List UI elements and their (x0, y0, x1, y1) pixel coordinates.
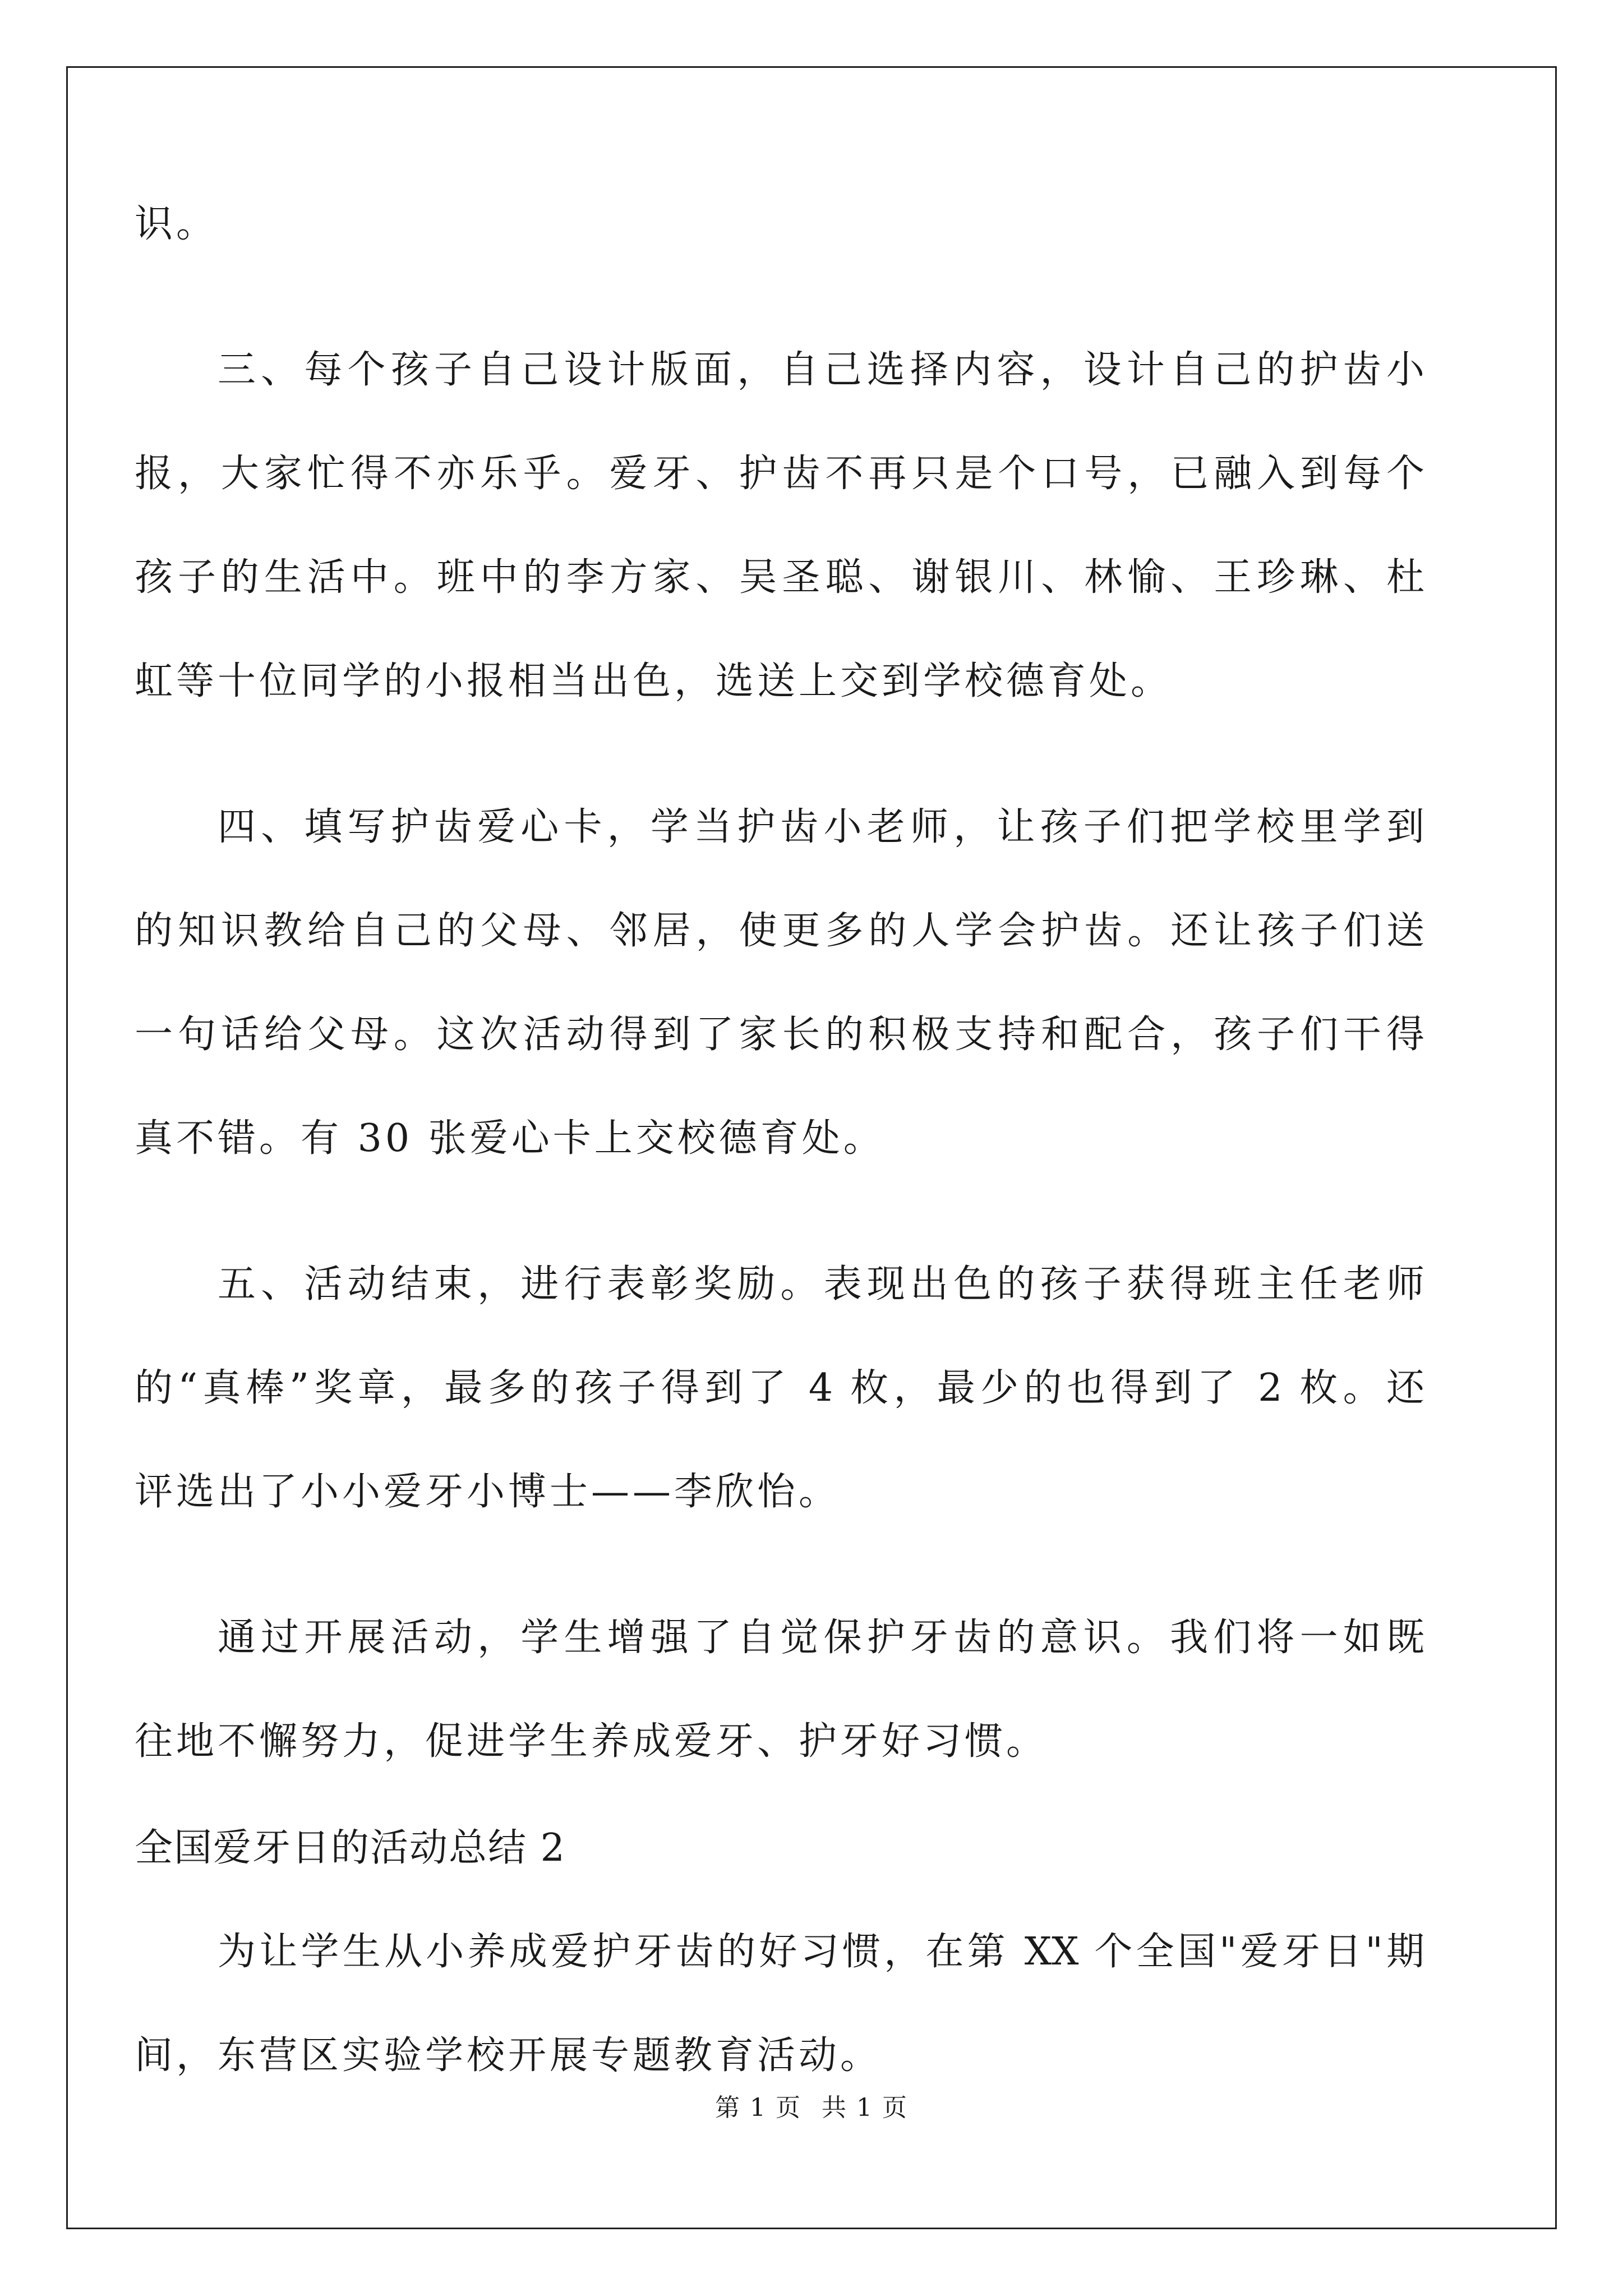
paragraph-line: 孩子的生活中。班中的李方家、吴圣聪、谢银川、林愉、王珍琳、杜 (135, 555, 1424, 600)
paragraph-line: 真不错。有 30 张爱心卡上交校德育处。 (135, 1116, 885, 1161)
paragraph-line: 五、活动结束，进行表彰奖励。表现出色的孩子获得班主任老师 (218, 1262, 1424, 1306)
paragraph-line: 四、填写护齿爱心卡，学当护齿小老师，让孩子们把学校里学到 (218, 805, 1424, 849)
paragraph-line: 间，东营区实验学校开展专题教育活动。 (135, 2033, 882, 2078)
section-heading: 全国爱牙日的活动总结 2 (135, 1826, 566, 1870)
paragraph-line: 评选出了小小爱牙小博士——李欣怡。 (135, 1470, 841, 1514)
paragraph-line: 往地不懈努力，促进学生养成爱牙、护牙好习惯。 (135, 1719, 1048, 1764)
page-number: 第 1 页 (715, 2093, 801, 2122)
paragraph-line: 的“真棒”奖章，最多的孩子得到了 4 枚，最少的也得到了 2 枚。还 (135, 1366, 1424, 1410)
text-line: 识。 (135, 202, 218, 246)
paragraph-line: 的知识教给自己的父母、邻居，使更多的人学会护齿。还让孩子们送 (135, 909, 1424, 953)
paragraph-line: 通过开展活动，学生增强了自觉保护牙齿的意识。我们将一如既 (218, 1616, 1424, 1660)
paragraph-line: 报，大家忙得不亦乐乎。爱牙、护齿不再只是个口号，已融入到每个 (135, 452, 1424, 496)
paragraph-line: 虹等十位同学的小报相当出色，选送上交到学校德育处。 (135, 659, 1173, 703)
page-total: 共 1 页 (822, 2093, 908, 2122)
page-footer (0, 2091, 1623, 2125)
paragraph-line: 为让学生从小养成爱护牙齿的好习惯，在第 XX 个全国"爱牙日"期 (218, 1930, 1424, 1974)
paragraph-line: 三、每个孩子自己设计版面，自己选择内容，设计自己的护齿小 (218, 348, 1424, 392)
paragraph-line: 一句话给父母。这次活动得到了家长的积极支持和配合，孩子们干得 (135, 1013, 1424, 1057)
